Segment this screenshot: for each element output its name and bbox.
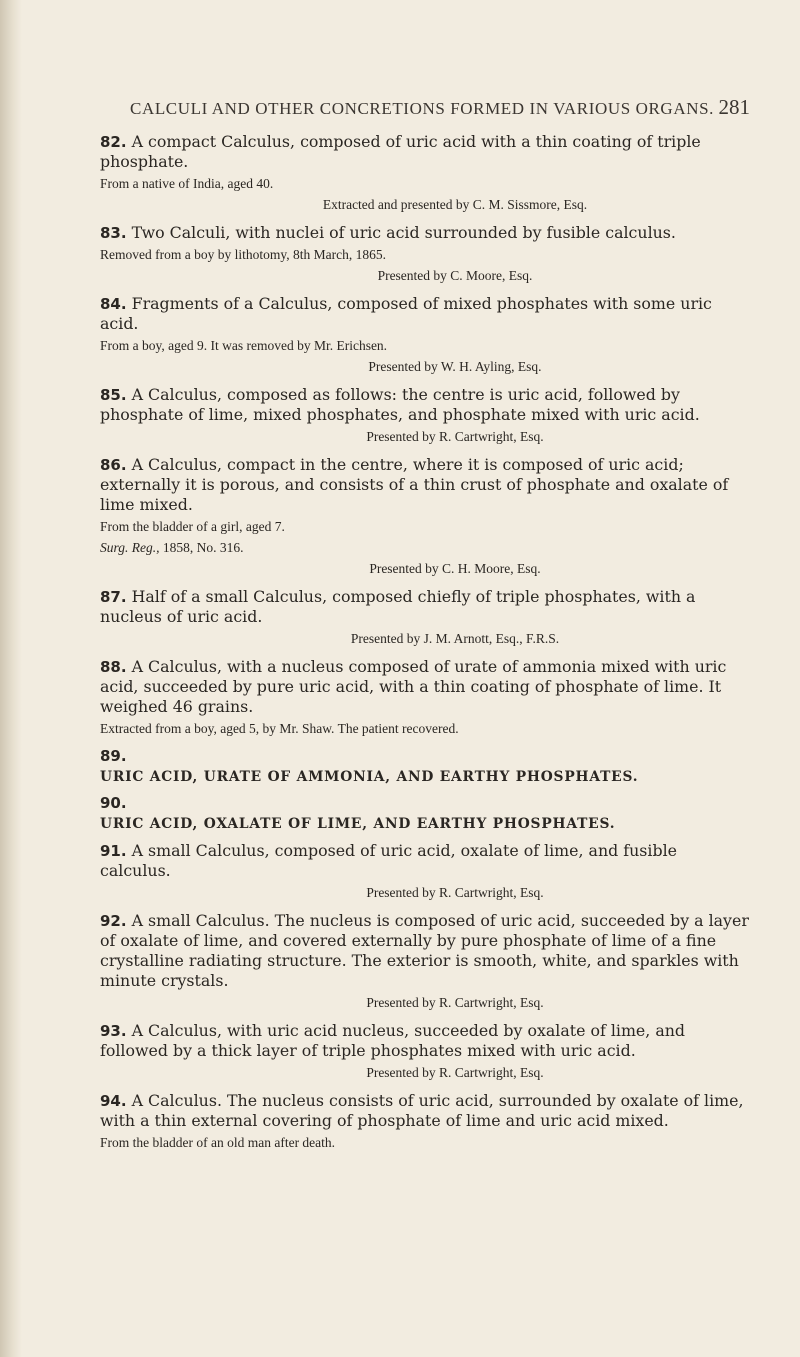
entry-description (100, 1091, 750, 1131)
entry-description (100, 132, 750, 172)
entry-text: Half of a small Calculus, composed chiefly of triple phosphates, with a nucleus of uric acid. (100, 587, 696, 626)
provenance-note: From a boy, aged 9. It was removed by Mr. Erichsen. (100, 338, 388, 353)
entry-number: 87. (100, 588, 127, 606)
catalogue-entry-92 (100, 911, 750, 1012)
catalogue-entry-86 (100, 455, 750, 578)
donor-note: Presented by R. Cartwright, Esq. (366, 995, 544, 1010)
register-number: 1858, No. 316. (159, 540, 244, 555)
entry-number: 89. (100, 747, 127, 765)
donor-note: Presented by C. Moore, Esq. (377, 268, 533, 283)
entry-description (100, 223, 750, 243)
book-spine-shadow (0, 0, 22, 1357)
entry-number: 93. (100, 1022, 127, 1040)
entry-text: A Calculus, with a nucleus composed of urate of ammonia mixed with uric acid, succeeded by pure uric acid, with a thin coating of phosphate of lime. It weighed 46 grains. (100, 657, 727, 716)
entry-number: 94. (100, 1092, 127, 1110)
entry-description (100, 455, 750, 515)
provenance-note: From a native of India, aged 40. (100, 176, 274, 191)
donor-note: Presented by R. Cartwright, Esq. (366, 429, 544, 444)
section-heading: URIC ACID, URATE OF AMMONIA, AND EARTHY PHOSPHATES. (100, 769, 639, 785)
entry-number: 91. (100, 842, 127, 860)
entry-text: A small Calculus, composed of uric acid, oxalate of lime, and fusible calculus. (100, 841, 677, 880)
entry-description (100, 294, 750, 334)
provenance-note: Removed from a boy by lithotomy, 8th March, 1865. (100, 247, 386, 262)
entry-text: A Calculus, with uric acid nucleus, succeeded by oxalate of lime, and followed by a thick layer of triple phosphates mixed with uric acid. (100, 1021, 686, 1060)
entry-number: 90. (100, 794, 127, 812)
entry-number: 92. (100, 912, 127, 930)
entry-description (100, 911, 750, 991)
entry-description (100, 385, 750, 425)
donor-note: Presented by R. Cartwright, Esq. (366, 885, 544, 900)
provenance-note: From the bladder of a girl, aged 7. (100, 519, 285, 534)
donor-note: Presented by R. Cartwright, Esq. (366, 1065, 544, 1080)
catalogue-entry-87 (100, 587, 750, 648)
entry-number: 85. (100, 386, 127, 404)
catalogue-entry-88 (100, 657, 750, 738)
catalogue-entry-84 (100, 294, 750, 376)
entry-description (100, 1021, 750, 1061)
catalogue-entry-89 (100, 747, 750, 785)
catalogue-entry-83 (100, 223, 750, 285)
entry-text: A Calculus, compact in the centre, where it is composed of uric acid; externally it is porous, and consists of a thin crust of phosphate and oxalate of lime mixed. (100, 455, 729, 514)
entry-text: A compact Calculus, composed of uric acid with a thin coating of triple phosphate. (100, 132, 701, 171)
entry-text: A Calculus, composed as follows: the centre is uric acid, followed by phosphate of lime, mixed phosphates, and phosphate mixed with uric acid. (100, 385, 700, 424)
catalogue-entry-82 (100, 132, 750, 214)
entry-number: 84. (100, 295, 127, 313)
provenance-note: From the bladder of an old man after death. (100, 1135, 336, 1150)
entry-text: Two Calculi, with nuclei of uric acid surrounded by fusible calculus. (131, 223, 676, 242)
running-title: CALCULI AND OTHER CONCRETIONS FORMED IN VARIOUS ORGANS. (130, 99, 714, 118)
entry-text: A small Calculus. The nucleus is composed of uric acid, succeeded by a layer of oxalate of lime, and covered externally by pure phosphate of lime of a fine crystalline radiating structure. The exterior is smooth, white, and sparkles with minute crystals. (100, 911, 749, 990)
catalogue-entry-90 (100, 794, 750, 832)
entry-number: 83. (100, 224, 127, 242)
entry-description (100, 841, 750, 881)
entry-description (100, 587, 750, 627)
donor-note: Presented by J. M. Arnott, Esq., F.R.S. (350, 631, 560, 646)
entry-number: 82. (100, 133, 127, 151)
entry-text: Fragments of a Calculus, composed of mixed phosphates with some uric acid. (100, 294, 712, 333)
register-title: Surg. Reg., (100, 540, 160, 555)
page-number: 281 (718, 95, 750, 119)
donor-note: Presented by C. H. Moore, Esq. (369, 561, 541, 576)
entry-description (100, 657, 750, 717)
register-reference (100, 538, 750, 557)
donor-note: Extracted and presented by C. M. Sissmore, Esq. (322, 197, 588, 212)
book-page (100, 95, 750, 1161)
catalogue-entry-93 (100, 1021, 750, 1082)
section-heading: URIC ACID, OXALATE OF LIME, AND EARTHY PHOSPHATES. (100, 816, 616, 832)
provenance-note: Extracted from a boy, aged 5, by Mr. Shaw. The patient recovered. (100, 721, 459, 736)
catalogue-entry-85 (100, 385, 750, 446)
entry-number: 86. (100, 456, 127, 474)
catalogue-entry-94 (100, 1091, 750, 1152)
catalogue-entry-91 (100, 841, 750, 902)
running-head (130, 95, 750, 120)
donor-note: Presented by W. H. Ayling, Esq. (368, 359, 542, 374)
entry-number: 88. (100, 658, 127, 676)
entry-text: A Calculus. The nucleus consists of uric acid, surrounded by oxalate of lime, with a thin external covering of phosphate of lime and uric acid mixed. (100, 1091, 744, 1130)
